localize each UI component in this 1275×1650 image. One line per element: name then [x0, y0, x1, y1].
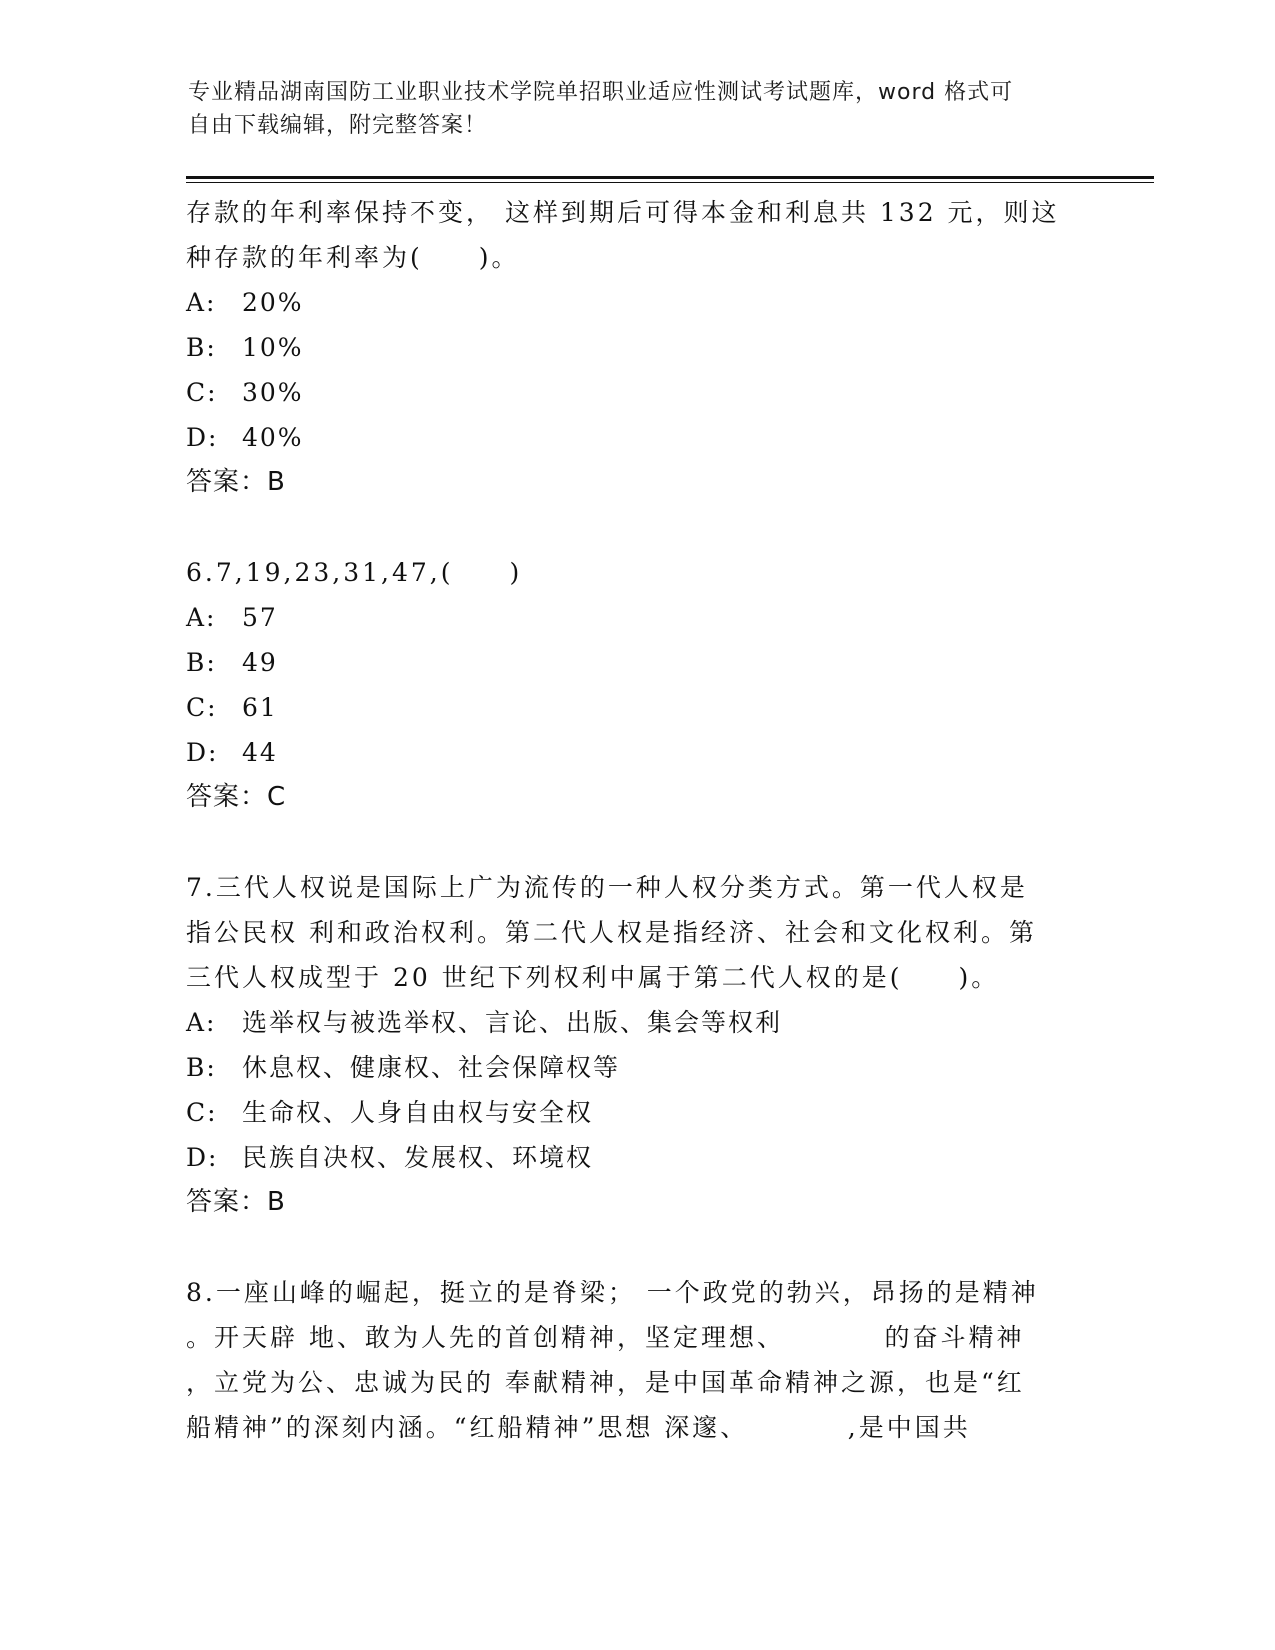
option-text: 44 [242, 738, 278, 767]
option-c [186, 1090, 1086, 1135]
option-d [186, 415, 1086, 460]
question-stem-line: 指公民权 利和政治权利。第二代人权是指经济、社会和文化权利。第 [186, 918, 1037, 947]
header-line-1: 专业精品湖南国防工业职业技术学院单招职业适应性测试考试题库，word 格式可 [188, 80, 1014, 105]
option-text: 57 [242, 603, 278, 632]
option-key: B: [186, 333, 217, 362]
option-text: 生命权、人身自由权与安全权 [242, 1098, 594, 1127]
answer-line: 答案：B [186, 1187, 286, 1217]
question-8 [186, 1270, 1086, 1450]
option-b [186, 1045, 1086, 1090]
question-stem-line: 6.7,19,23,31,47,( ) [186, 558, 523, 587]
option-key: B: [186, 1053, 217, 1082]
question-stem-line: 8.一座山峰的崛起，挺立的是脊梁； 一个政党的勃兴，昂扬的是精神 [186, 1278, 1039, 1307]
option-key: B: [186, 648, 217, 677]
answer-line: 答案：C [186, 782, 287, 812]
option-a [186, 595, 1086, 640]
question-stem-line: 。开天辟 地、敢为人先的首创精神，坚定理想、 的奋斗精神 [186, 1323, 1025, 1352]
option-a [186, 280, 1086, 325]
option-c [186, 685, 1086, 730]
page-header [188, 76, 1068, 142]
option-b [186, 325, 1086, 370]
question-stem-line: 存款的年利率保持不变， 这样到期后可得本金和利息共 132 元，则这 [186, 198, 1060, 227]
option-c [186, 370, 1086, 415]
option-b [186, 640, 1086, 685]
option-text: 10% [242, 333, 304, 362]
option-key: D: [186, 1143, 219, 1172]
option-text: 休息权、健康权、社会保障权等 [242, 1053, 621, 1082]
question-7 [186, 865, 1086, 1225]
option-d [186, 730, 1086, 775]
document-body [186, 190, 1086, 1450]
header-divider-thick [186, 176, 1154, 179]
option-a [186, 1000, 1086, 1045]
option-text: 30% [242, 378, 304, 407]
header-line-2: 自由下载编辑，附完整答案！ [188, 113, 488, 138]
question-stem-line: 种存款的年利率为( )。 [186, 243, 520, 272]
option-key: C: [186, 693, 218, 722]
option-text: 民族自决权、发展权、环境权 [242, 1143, 594, 1172]
question-stem-line: 船精神”的深刻内涵。“红船精神”思想 深邃、 ,是中国共 [186, 1413, 971, 1442]
answer-line: 答案：B [186, 467, 286, 497]
question-stem-line: 三代人权成型于 20 世纪下列权利中属于第二代人权的是( )。 [186, 963, 1000, 992]
option-key: D: [186, 738, 219, 767]
option-key: A: [186, 603, 217, 632]
option-key: A: [186, 1008, 217, 1037]
question-stem-line: ，立党为公、忠诚为民的 奉献精神，是中国革命精神之源，也是“红 [186, 1368, 1025, 1397]
question-6 [186, 550, 1086, 820]
option-text: 40% [242, 423, 304, 452]
option-text: 20% [242, 288, 304, 317]
spacer [186, 505, 1086, 550]
option-text: 选举权与被选举权、言论、出版、集会等权利 [242, 1008, 783, 1037]
option-text: 49 [242, 648, 278, 677]
header-divider-thin [186, 182, 1154, 183]
option-key: D: [186, 423, 219, 452]
spacer [186, 820, 1086, 865]
option-text: 61 [242, 693, 278, 722]
option-d [186, 1135, 1086, 1180]
option-key: C: [186, 1098, 218, 1127]
spacer [186, 1225, 1086, 1270]
question-5 [186, 190, 1086, 505]
question-stem-line: 7.三代人权说是国际上广为流传的一种人权分类方式。第一代人权是 [186, 873, 1028, 902]
option-key: C: [186, 378, 218, 407]
option-key: A: [186, 288, 217, 317]
